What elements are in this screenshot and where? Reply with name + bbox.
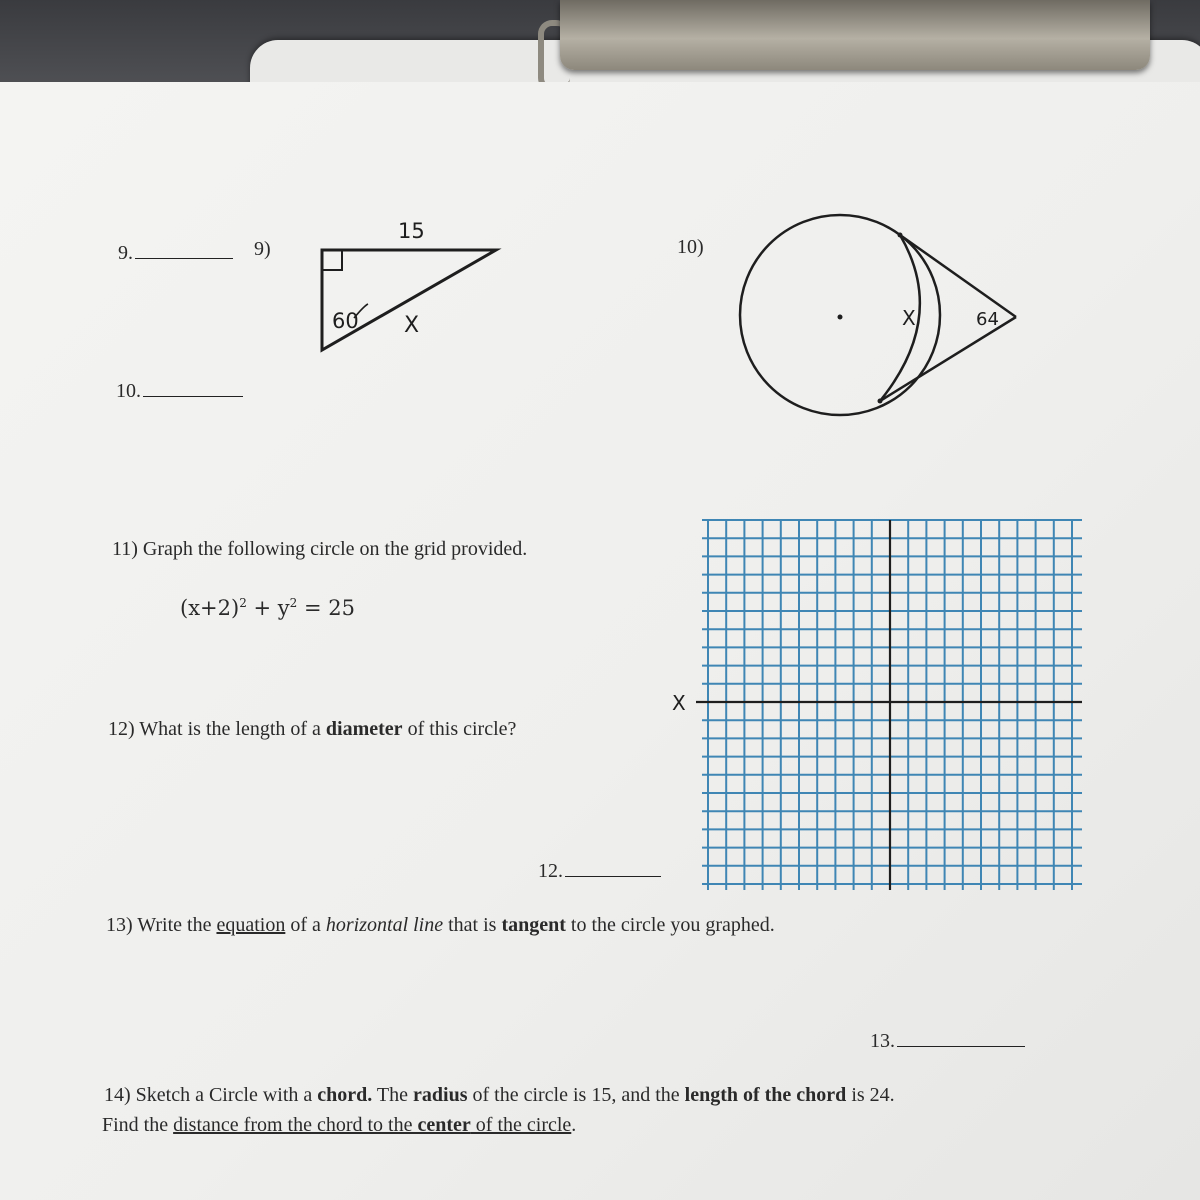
triangle-side-label: 15 [398, 219, 425, 243]
question-12-bold: diameter [325, 718, 403, 740]
question-14-bold-3: length of the chord [684, 1084, 847, 1106]
question-14-bold-2: radius [413, 1084, 468, 1106]
tangent-point-top [898, 233, 903, 238]
question-9-number: 9) [254, 238, 271, 260]
question-14-bold-1: chord. [317, 1084, 373, 1106]
question-14-text-5: Find the [102, 1114, 174, 1136]
answer-12 [538, 858, 661, 883]
question-14-text-6: . [571, 1114, 577, 1136]
question-13-underline: equation [216, 914, 286, 936]
arc-unknown-label: X [902, 306, 916, 330]
answer-12-blank[interactable] [565, 858, 661, 877]
question-12-prompt [108, 718, 516, 741]
circle-equation [180, 596, 355, 620]
triangle-figure [300, 202, 520, 362]
question-10-number: 10) [677, 236, 704, 258]
question-14-underline-2: of the circle [470, 1114, 572, 1136]
question-14-text-1: 14) Sketch a Circle with a [104, 1084, 318, 1106]
question-14-underline-bold: center [417, 1114, 471, 1136]
circle-center-dot [838, 315, 843, 320]
question-14-underline-1: distance from the chord to the [173, 1114, 418, 1136]
question-11-prompt: 11) Graph the following circle on the grid provided. [112, 538, 528, 560]
equation-part-1: (x+2) [180, 596, 240, 620]
tangent-point-bottom [878, 399, 883, 404]
question-13-prompt [106, 914, 775, 937]
answer-10-blank[interactable] [143, 378, 243, 397]
question-13-text-3: that is [443, 914, 502, 936]
answer-9 [118, 240, 233, 265]
equation-exponent-2: 2 [289, 596, 298, 610]
answer-13-label: 13. [870, 1030, 895, 1052]
circle-tangent-figure [720, 197, 1040, 427]
question-14-line-2 [102, 1114, 576, 1137]
answer-13 [870, 1028, 1025, 1053]
answer-9-blank[interactable] [135, 240, 233, 259]
equation-exponent-1: 2 [239, 596, 247, 610]
question-14-text-4: is 24. [846, 1084, 895, 1106]
question-13-text-1: 13) Write the [106, 914, 217, 936]
answer-12-label: 12. [538, 860, 563, 882]
question-13-bold: tangent [501, 914, 566, 936]
grid-lines [702, 520, 1082, 890]
answer-13-blank[interactable] [897, 1028, 1025, 1047]
equation-part-3: = 25 [297, 596, 355, 620]
answer-10-label: 10. [116, 380, 141, 402]
question-14-line-1 [104, 1084, 895, 1107]
question-13-text-2: of a [285, 914, 326, 936]
question-14-text-3: of the circle is 15, and the [467, 1084, 685, 1106]
question-12-text-2: of this circle? [402, 718, 517, 740]
tangent-angle-label: 64 [976, 309, 999, 330]
triangle-unknown-label: X [404, 313, 420, 338]
x-axis-label: X [672, 691, 686, 715]
clipboard-clip [560, 0, 1150, 70]
question-13-text-4: to the circle you graphed. [565, 914, 775, 936]
triangle-angle-label: 60 [332, 309, 359, 333]
question-14-text-2: The [372, 1084, 414, 1106]
question-12-text-1: 12) What is the length of a [108, 718, 326, 740]
question-13-italic: horizontal line [325, 914, 444, 936]
coordinate-grid[interactable] [668, 514, 1088, 894]
right-angle-marker [322, 250, 342, 270]
worksheet-page [0, 82, 1200, 1200]
equation-part-2: + y [246, 596, 290, 620]
answer-9-label: 9. [118, 242, 133, 264]
answer-10 [116, 378, 243, 403]
